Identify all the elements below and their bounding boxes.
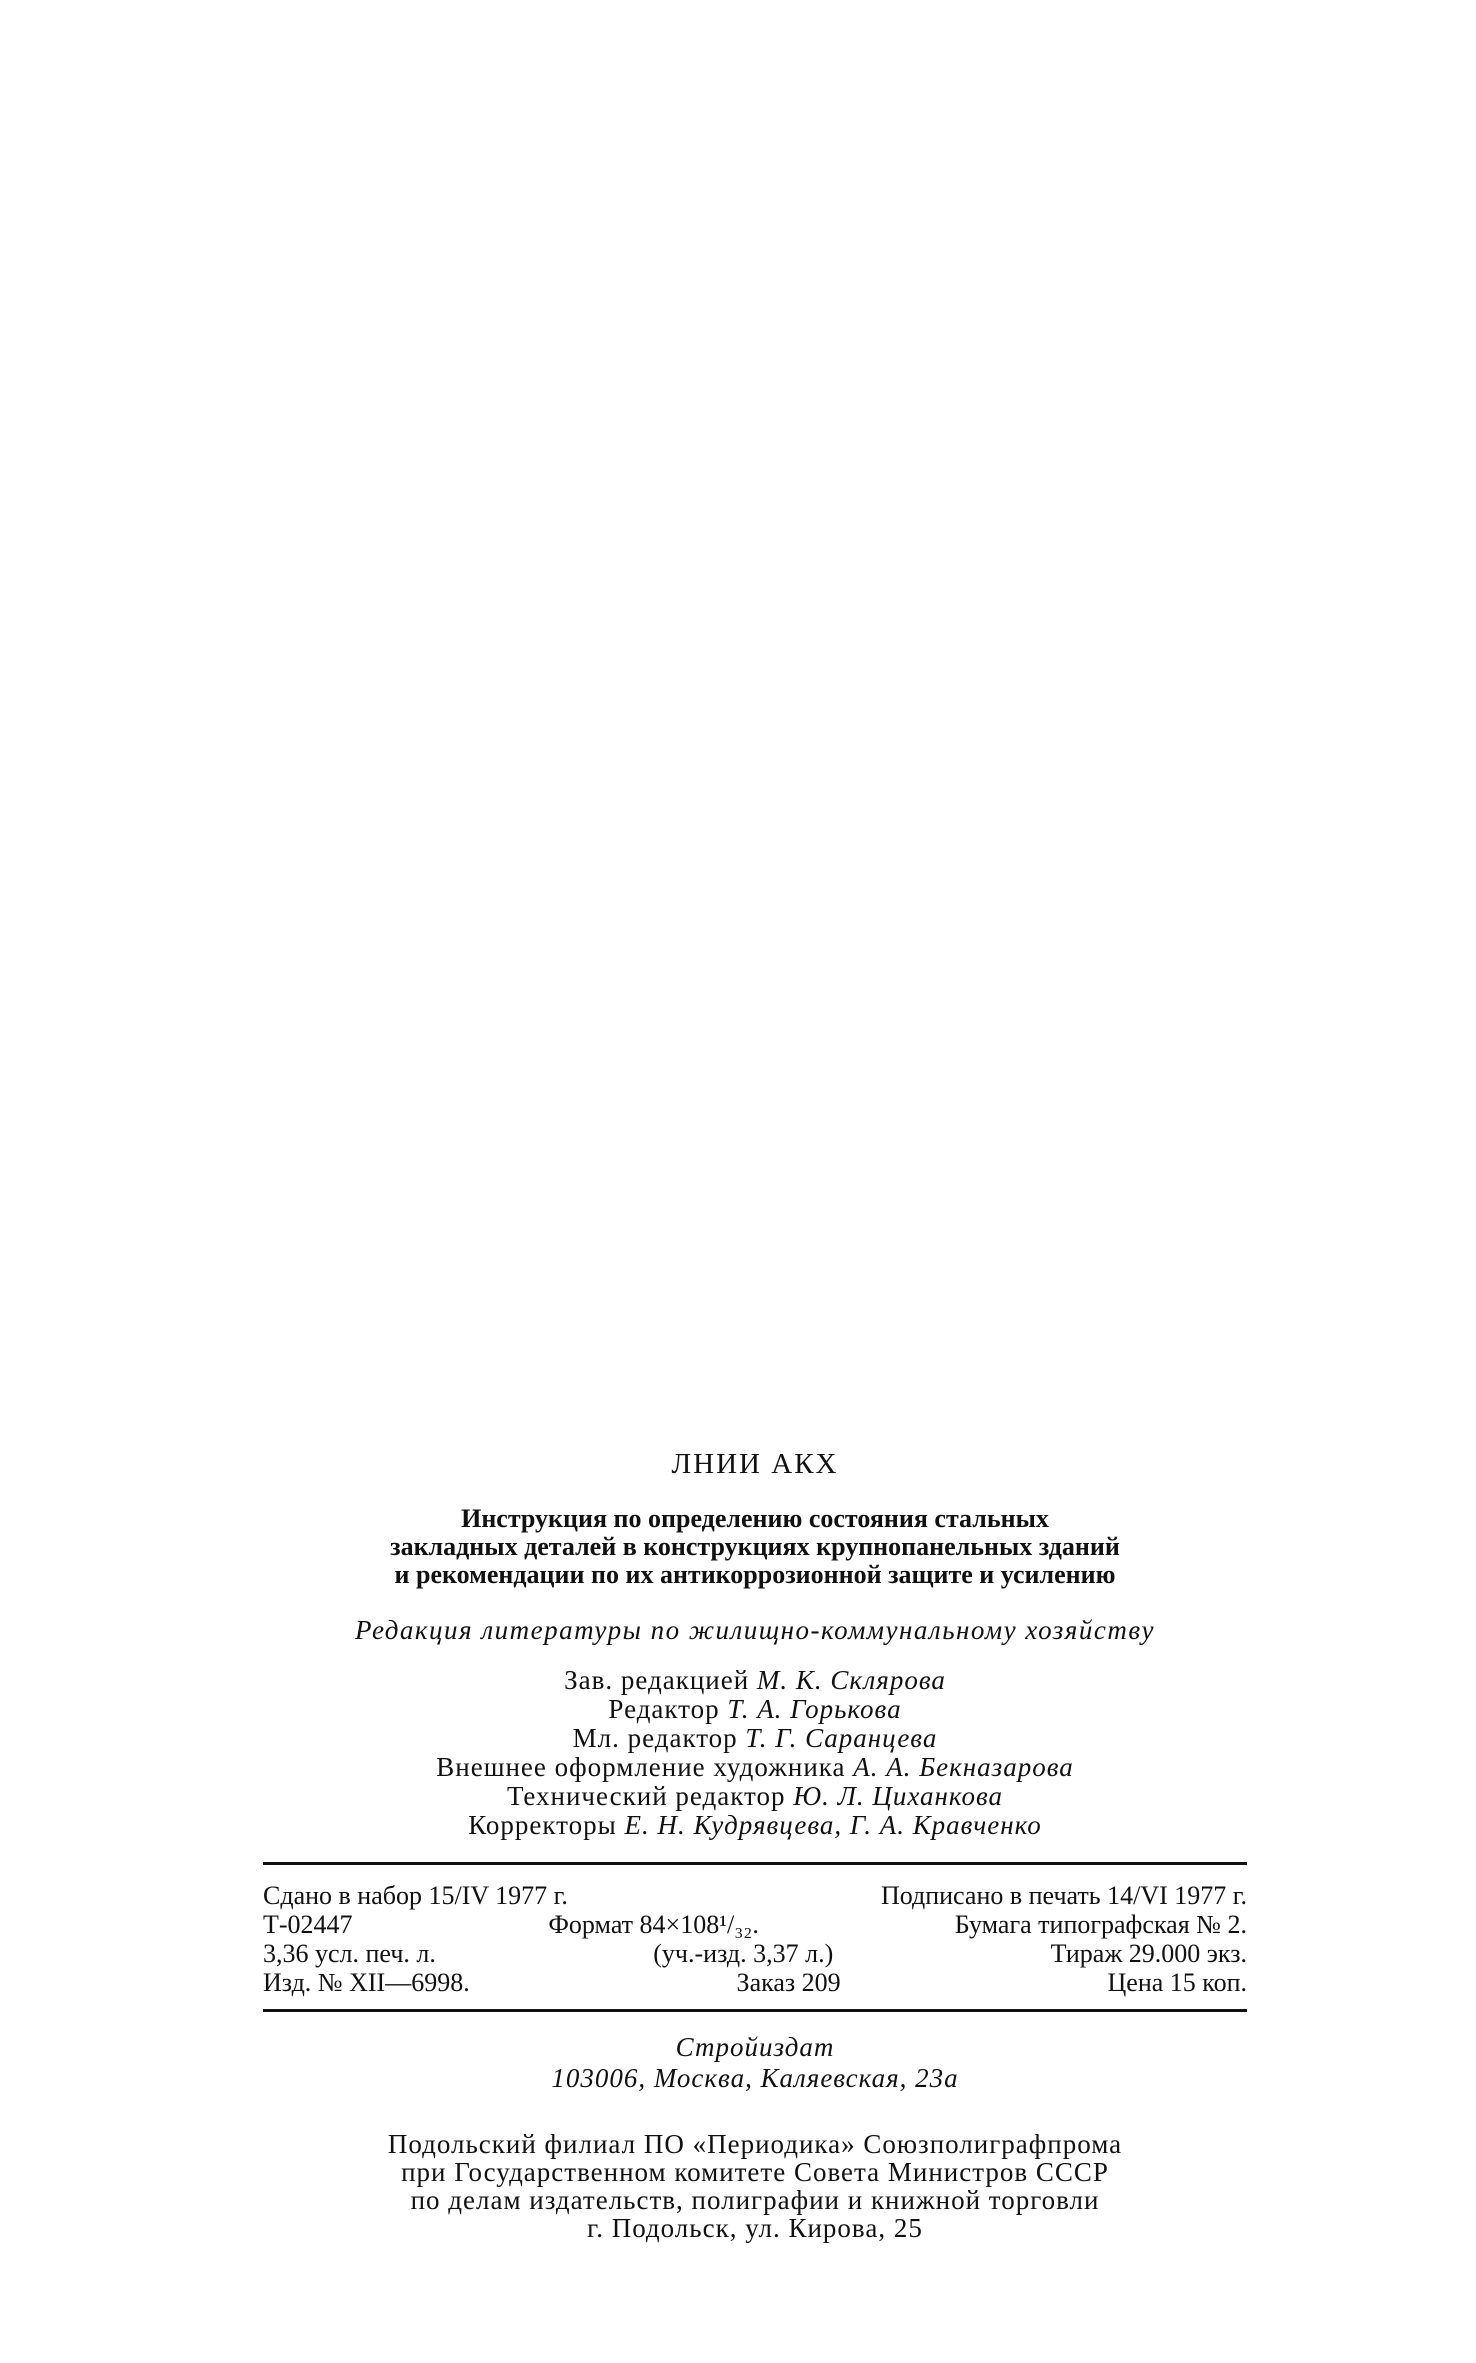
- staff-name: М. К. Склярова: [756, 1665, 946, 1695]
- publication-data-cell: Цена 15 коп.: [1107, 1968, 1247, 1997]
- staff-row: [263, 1666, 1247, 1695]
- bottom-divider: [263, 2009, 1247, 2012]
- book-title-line: Инструкция по определению состояния стальных: [461, 1504, 1049, 1533]
- staff-role: Внешнее оформление художника: [436, 1752, 846, 1782]
- printer-line: Подольский филиал ПО «Периодика» Союзполиграфпрома: [387, 2129, 1123, 2159]
- publication-data: [263, 1865, 1247, 2009]
- printer-block: [263, 2130, 1247, 2242]
- staff-row: [263, 1753, 1247, 1782]
- staff-row: [263, 1695, 1247, 1724]
- staff-name: Т. А. Горькова: [727, 1694, 902, 1724]
- publisher-name: Стройиздат: [675, 2032, 835, 2062]
- staff-name: Ю. Л. Циханкова: [793, 1781, 1004, 1811]
- publication-data-line: [263, 1939, 1247, 1968]
- staff-role: Зав. редакцией: [564, 1665, 750, 1695]
- book-title-line: и рекомендации по их антикоррозионной защите и усилению: [394, 1560, 1116, 1589]
- publication-data-line: [263, 1968, 1247, 1997]
- staff-name: Т. Г. Саранцева: [745, 1723, 938, 1753]
- staff-row: [263, 1811, 1247, 1840]
- staff-name: Е. Н. Кудрявцева, Г. А. Кравченко: [624, 1810, 1042, 1840]
- colophon: [263, 1448, 1247, 2242]
- staff-row: [263, 1724, 1247, 1753]
- publication-data-cell: 3,36 усл. печ. л.: [263, 1939, 436, 1968]
- publication-data-cell: Подписано в печать 14/VI 1977 г.: [880, 1881, 1247, 1910]
- publisher-address: 103006, Москва, Каляевская, 23а: [551, 2063, 959, 2093]
- staff-role: Редактор: [608, 1694, 720, 1724]
- publication-data-cell: Заказ 209: [736, 1968, 841, 1997]
- publication-data-line: [263, 1910, 1247, 1939]
- publication-data-cell: Тираж 29.000 экз.: [1050, 1939, 1247, 1968]
- editorial-staff: [263, 1666, 1247, 1840]
- publication-data-cell: Бумага типографская № 2.: [954, 1910, 1247, 1939]
- publication-data-cell: Т-02447: [263, 1910, 353, 1939]
- organization-name: ЛНИИ АКХ: [671, 1448, 839, 1480]
- printer-line: г. Подольск, ул. Кирова, 25: [587, 2213, 923, 2243]
- staff-name: А. А. Бекназарова: [853, 1752, 1074, 1782]
- publication-data-line: [263, 1881, 1247, 1910]
- book-title-line: закладных деталей в конструкциях крупнопанельных зданий: [390, 1532, 1120, 1561]
- publication-data-cell: Изд. № XII—6998.: [263, 1968, 470, 1997]
- staff-role: Корректоры: [468, 1810, 617, 1840]
- book-title: [263, 1505, 1247, 1589]
- publication-data-cell: Сдано в набор 15/IV 1977 г.: [263, 1881, 568, 1910]
- staff-role: Технический редактор: [506, 1781, 786, 1811]
- publisher-block: [263, 2032, 1247, 2094]
- printer-line: по делам издательств, полиграфии и книжной торговли: [410, 2185, 1100, 2215]
- publication-data-cell: Формат 84×108¹/₃₂.: [548, 1910, 759, 1939]
- publication-data-cell: (уч.-изд. 3,37 л.): [653, 1939, 834, 1968]
- edition-department: Редакция литературы по жилищно-коммунальному хозяйству: [354, 1615, 1156, 1645]
- printer-line: при Государственном комитете Совета Министров СССР: [401, 2157, 1109, 2187]
- staff-role: Мл. редактор: [572, 1723, 738, 1753]
- staff-row: [263, 1782, 1247, 1811]
